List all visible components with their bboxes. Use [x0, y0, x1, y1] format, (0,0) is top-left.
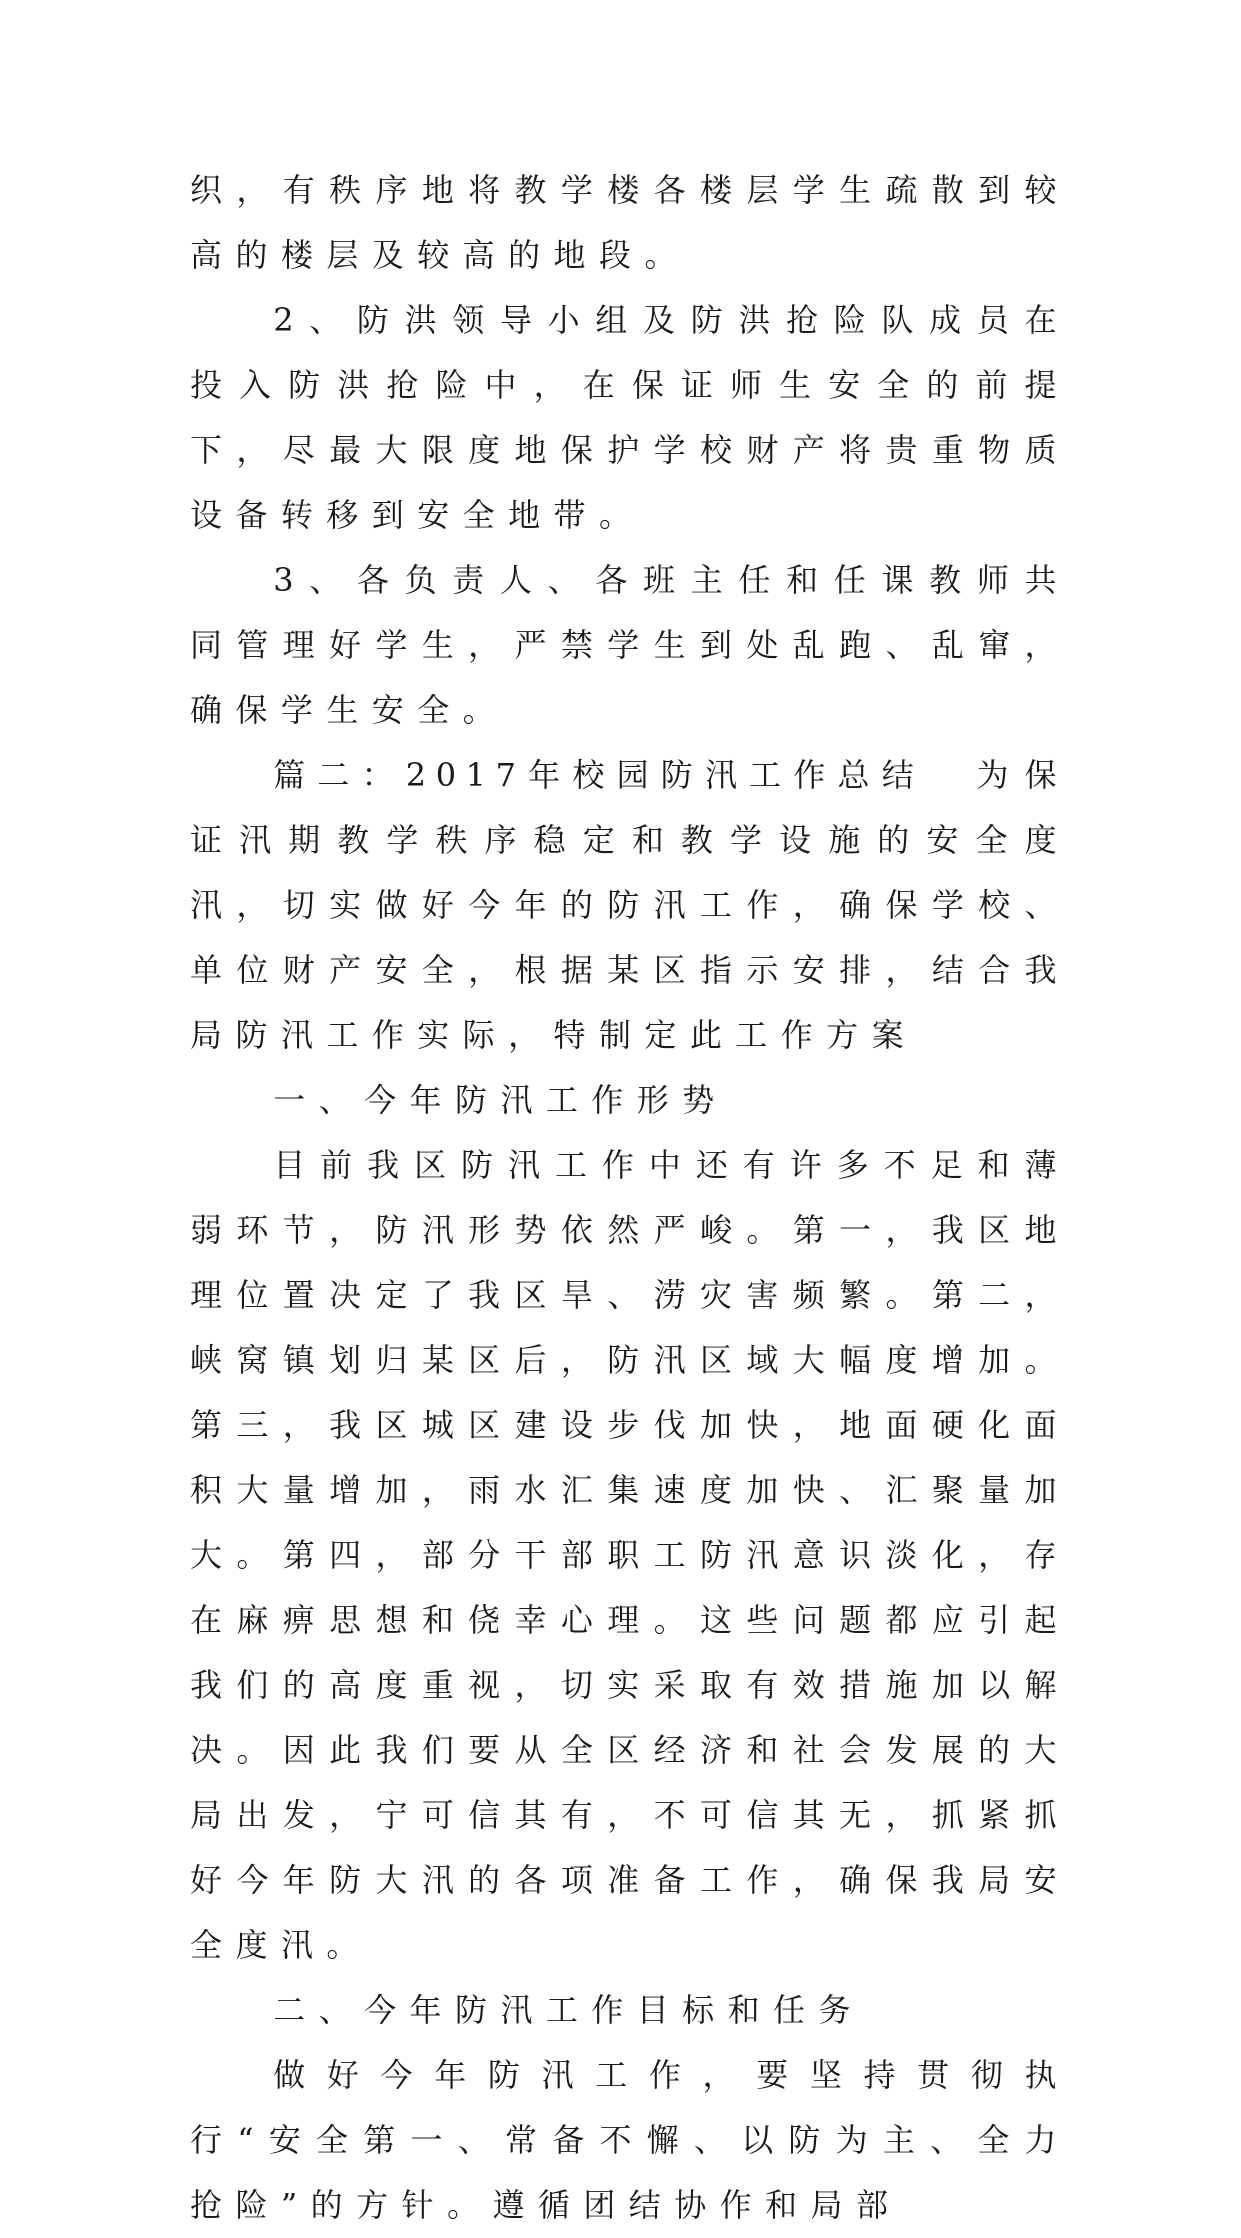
- heading-goals: 二、今年防汛工作目标和任务: [273, 1991, 864, 2029]
- section-two-title: 篇二：2017年校园防汛工作总结: [273, 756, 926, 794]
- paragraph-situation: 目前我区防汛工作中还有许多不足和薄弱环节，防汛形势依然严峻。第一，我区地理位置决定了我区旱、涝灾害频繁。第二，峡窝镇划归某区后，防汛区域大幅度增加。第三，我区城区建设步伐加快，地面硬化面积大量增加，雨水汇集速度加快、汇聚量加大。第四，部分干部职工防汛意识淡化，存在麻痹思想和侥幸心理。这些问题都应引起我们的高度重视，切实采取有效措施加以解决。因此我们要从全区经济和社会发展的大局出发，宁可信其有，不可信其无，抓紧抓好今年防大汛的各项准备工作，确保我局安全度汛。: [190, 1146, 1070, 1964]
- paragraph-item-3: 3、各负责人、各班主任和任课教师共同管理好学生，严禁学生到处乱跑、乱窜，确保学生安全。: [190, 561, 1070, 729]
- paragraph-item-2: 2、防洪领导小组及防洪抢险队成员在投入防洪抢险中，在保证师生安全的前提下，尽最大限度地保护学校财产将贵重物质设备转移到安全地带。: [190, 301, 1070, 534]
- paragraph-section-two: [190, 743, 1070, 1068]
- heading-situation: 一、今年防汛工作形势: [273, 1081, 728, 1119]
- section-two-body: 为保证汛期教学秩序稳定和教学设施的安全度汛，切实做好今年的防汛工作，确保学校、单位财产安全，根据某区指示安排，结合我局防汛工作实际，特制定此工作方案: [190, 756, 1070, 1054]
- paragraph-continuation: 织，有秩序地将教学楼各楼层学生疏散到较高的楼层及较高的地段。: [190, 171, 1070, 274]
- paragraph-goals: 做好今年防汛工作，要坚持贯彻执行“安全第一、常备不懈、以防为主、全力抢险”的方针。遵循团结协作和局部: [190, 2056, 1070, 2224]
- document-page: [190, 158, 1070, 2238]
